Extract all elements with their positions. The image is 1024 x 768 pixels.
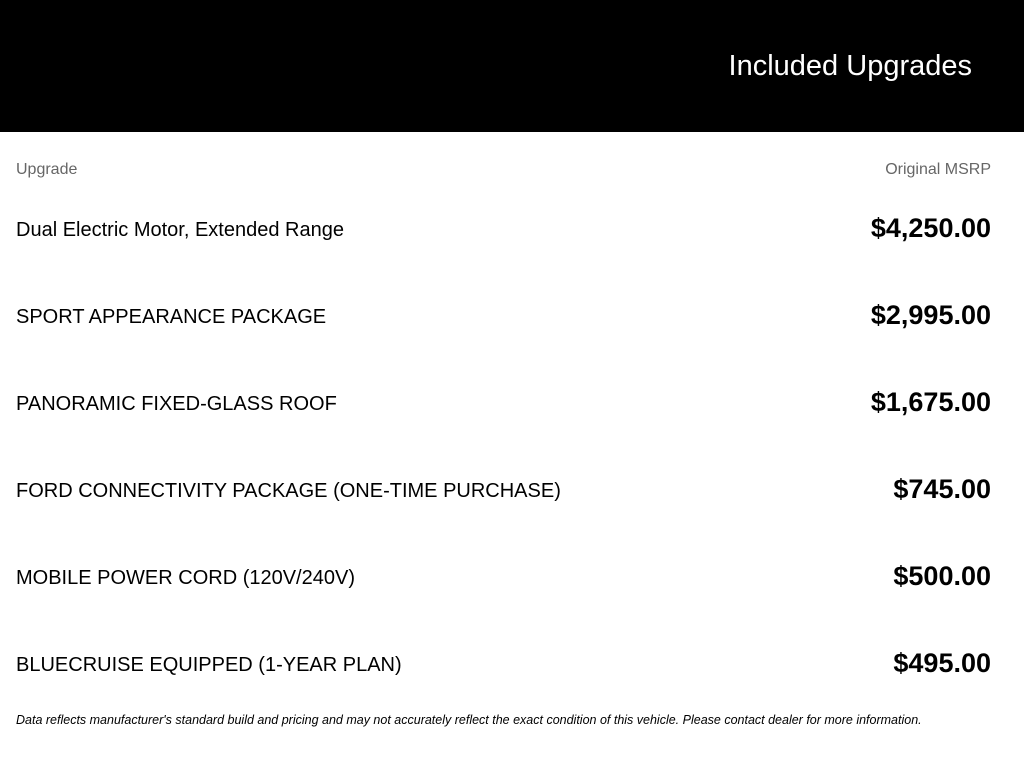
- upgrade-name: MOBILE POWER CORD (120V/240V): [16, 567, 355, 589]
- upgrade-price: $495.00: [893, 648, 991, 678]
- upgrade-price: $745.00: [893, 474, 991, 504]
- upgrade-row: [0, 557, 1024, 597]
- header-bar: [0, 0, 1024, 132]
- upgrade-name: PANORAMIC FIXED-GLASS ROOF: [16, 393, 337, 415]
- upgrade-row: [0, 470, 1024, 510]
- column-header-msrp: Original MSRP: [885, 161, 991, 178]
- page-title: Included Upgrades: [728, 50, 972, 82]
- column-header-upgrade: Upgrade: [16, 161, 78, 178]
- upgrade-row: [0, 209, 1024, 249]
- upgrade-name: BLUECRUISE EQUIPPED (1-YEAR PLAN): [16, 654, 402, 676]
- upgrade-price: $1,675.00: [870, 387, 991, 417]
- upgrade-name: FORD CONNECTIVITY PACKAGE (ONE-TIME PURCHASE): [16, 480, 561, 502]
- upgrade-name: SPORT APPEARANCE PACKAGE: [16, 306, 327, 328]
- disclaimer-text: Data reflects manufacturer's standard build and pricing and may not accurately reflect the exact condition of this vehicle. Please contact dealer for more information.: [16, 713, 922, 727]
- upgrade-row: [0, 296, 1024, 336]
- upgrade-price: $500.00: [893, 561, 991, 591]
- upgrade-price: $2,995.00: [870, 300, 991, 330]
- upgrade-row: [0, 383, 1024, 423]
- upgrade-price: $4,250.00: [870, 213, 991, 243]
- upgrade-name: Dual Electric Motor, Extended Range: [16, 219, 344, 241]
- upgrade-row: [0, 644, 1024, 684]
